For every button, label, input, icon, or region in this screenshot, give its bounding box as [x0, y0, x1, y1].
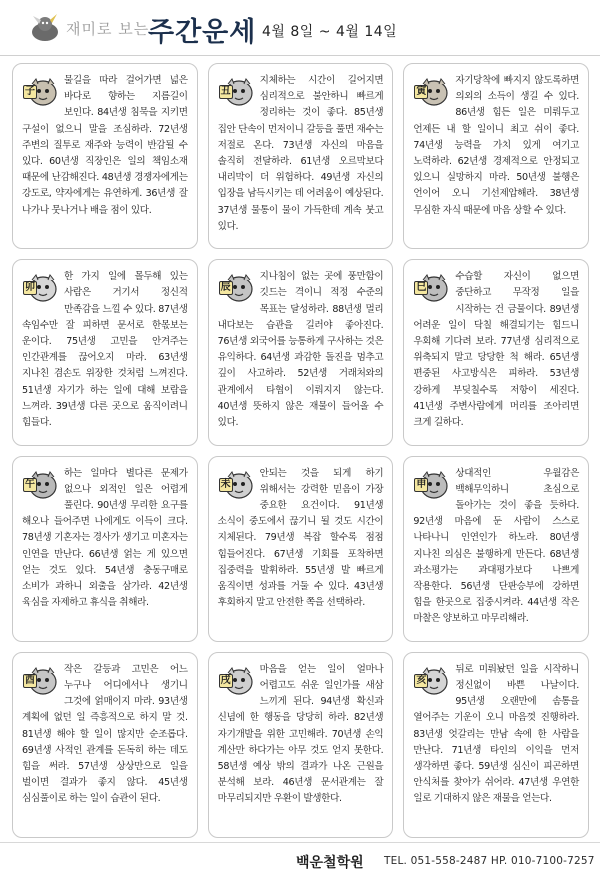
ox-icon — [218, 73, 254, 113]
fortune-text: 지나침이 없는 곳에 풍만함이 깃드는 격이니 적정 수준의 목표는 달성하라. 88년생 멀리 내다보는 습관을 길러야 좋아진다. 76년생 외국어를 능통하게 구사하는 것은 유익하다. 64년생 과감한 돌진을 멈추고 깊이 사고하라. 52년생 거래처와의 관계에서 타협이 이뤄지지 않는다. 40년생 뜻하지 않은 재물이 들어올 수 있다. — [217, 271, 384, 429]
fortune-text: 물길을 따라 걸어가면 넓은 바다로 향하는 지름길이 보인다. 84년생 침묵을 지키면 구설이 없으니 말을 조심하라. 72년생 주변의 질투로 재주와 능력이 반감될 수 있다. 60년생 직장인은 일의 책임소재 때문에 난감해진다. 48년생 경쟁자에게는 강도로, 약자에게는 유연하게. 36년생 잘 나가나 뭇나거나 배을 점이 있다. — [22, 75, 188, 216]
publisher-name: 백운철학원 — [296, 855, 364, 871]
zodiac-sign-label: 子 — [25, 86, 35, 97]
monkey-icon — [413, 466, 449, 506]
fortune-card — [12, 63, 198, 249]
fortune-card-body — [22, 662, 188, 828]
fortune-card — [208, 259, 394, 445]
publisher-contact: TEL. 051-558-2487 HP. 010-7100-7257 — [384, 855, 595, 867]
fortune-card-body — [218, 466, 384, 632]
fortune-card-body — [22, 73, 188, 239]
fortune-card-body — [413, 662, 579, 828]
rabbit-icon — [22, 269, 58, 309]
fortune-card-body — [218, 73, 384, 239]
fortune-text: 수습할 자신이 없으면 중단하고 무작정 일을 시작하는 건 금물이다. 89년생 어려운 일이 닥칠 해결되기는 힘드니 우회해 기다려 보라. 77년생 심리적으로 위축되지 말고 당당한 척 해라. 65년생 편중된 사고방식은 피하라. 53년생 강하게 부딪칠수록 저항이 세진다. 41년생 주변사람에게 머리를 조아리면 크게 길하다. — [413, 271, 579, 429]
tiger-icon — [413, 73, 449, 113]
fortune-card — [403, 456, 589, 642]
fortune-card — [403, 63, 589, 249]
sheep-icon — [218, 466, 254, 506]
page-header — [0, 0, 600, 56]
fortune-card — [208, 63, 394, 249]
dragon-icon — [218, 269, 254, 309]
page-footer — [0, 842, 600, 878]
fortune-card-body — [413, 269, 579, 435]
fortune-text: 지체하는 시간이 길어지면 심리적으로 불안하니 빠르게 정리하는 것이 좋다. 85년생 집안 단속이 먼저이니 갈등을 풀면 재수는 저절로 온다. 73년생 자신의 마음을 솔직히 전달하라. 61년생 오르막보다 내리막이 더 위험하다. 49년생 자신의 입장을 남득시키는 데 어려움이 예상된다. 37년생 물통이 물이 가득한데 계속 붓고 있다. — [217, 75, 384, 232]
zodiac-sign-label: 戌 — [220, 674, 231, 686]
fortune-card-body — [413, 73, 579, 239]
fortune-teller-logo-icon — [28, 10, 62, 44]
fortune-card — [208, 652, 394, 838]
zodiac-sign-label: 寅 — [416, 86, 427, 97]
dog-icon — [218, 662, 254, 702]
rooster-icon — [22, 662, 58, 702]
zodiac-sign-label: 申 — [416, 478, 427, 490]
fortune-card-body — [22, 466, 188, 632]
fortune-text: 뒤로 미뤄놨던 일을 시작하니 정신없이 바쁜 나날이다. 95년생 오랜만에 솜통을 열어주는 기운이 오니 마음껏 진행하라. 83년생 엇갈리는 만남 속에 한 사람을 만난다. 71년생 타인의 이익을 먼저 생각하면 좋다. 59년생 심신이 피곤하면 안식처를 찾아가 쉬어라. 47년생 우연한 일로 기대하지 않은 재물을 얻는다. — [413, 663, 579, 805]
fortune-card-body — [22, 269, 188, 435]
fortune-card — [208, 456, 394, 642]
zodiac-sign-label: 未 — [220, 478, 231, 490]
fortune-card-body — [218, 269, 384, 435]
fortune-card-body — [218, 662, 384, 828]
fortune-card-body — [413, 466, 579, 632]
fortune-text: 자기당착에 빠지지 않도록하면 의외의 소득이 생길 수 있다. 86년생 힘든 일은 미뤄두고 언제든 내 할 일이니 최고 쉬이 좋다. 74년생 능력을 가치 있게 여기고 노력하라. 62년생 경제적으로 안정되고 있으니 실망하지 마라. 50년생 불행은 언이어 오니 기선제압해라. 38년생 무심한 자식 때문에 마음 상할 수 있다. — [413, 75, 579, 216]
fortune-text: 하는 일마다 별다른 문제가 없으나 외적인 일은 어렵게 풀린다. 90년생 무리한 요구를 해오나 들어주면 나에게도 이득이 크다. 78년생 기혼자는 경사가 생기고 미혼자는 인연을 만난다. 66년생 얽는 게 있으면 얻는 것도 있다. 54년생 충동구매로 소비가 과하니 외출을 삼가라. 42년생 육심을 자제하고 휴식을 취해라. — [22, 467, 188, 609]
fortune-text: 상대적인 우월감은 백해무익하니 초심으로 돌아가는 것이 좋을 듯하다. 92년생 마음에 둔 사람이 스스로 나타나니 인연인가 하노라. 80년생 지나친 의심은 불행하게 만든다. 68년생 과소평가는 과대평가보다 나쁘게 작용한다. 56년생 단판승부에 강하면 힘을 한곳으로 집중시켜라. 44년생 작은 마찰은 양보하고 마무리해라. — [413, 467, 579, 625]
header-kicker: 재미로 보는 — [66, 20, 150, 38]
fortune-grid — [12, 63, 589, 838]
fortune-text: 마음을 얻는 일이 얼마나 어렵고도 쉬운 일인가를 새삼 느끼게 된다. 94년생 확신과 신념에 한 행동을 당당히 하라. 82년생 자기개발을 위한 고민해라. 70년생 손익 계산만 하다가는 아무 것도 얻지 못한다. 58년생 예상 밖의 결과가 나온 근원을 분석해 보라. 46년생 문서관계는 잘 마무리되지만 우환이 발생한다. — [217, 663, 384, 805]
zodiac-sign-label: 卯 — [25, 282, 35, 294]
fortune-card — [12, 456, 198, 642]
fortune-text: 작은 갈등과 고민은 어느 누구나 어디에서나 생기니 그것에 얽매이지 마라. 93년생 계획에 없던 일 즉흥적으로 하지 말 것. 81년생 해야 할 일이 많지만 순조롭다. 69년생 사적인 관계를 돈독히 하는 데도 힘을 써라. 57년생 상상만으로 일을 벌이면 결과가 좋지 않다. 45년생 심심풀이로 하는 일이 습관이 된다. — [22, 663, 188, 805]
fortune-text: 한 가지 일에 몰두해 있는 사람은 거기서 정신적 만족감을 느낄 수 있다. 87년생 속임수만 잘 피하면 문서로 한몫보는 운이다. 75년생 고민을 안겨주는 인간관계를 끊어오지 마라. 63년생 지나친 겸손도 위장한 것처럼 느껴진다. 51년생 자기가 하는 일에 대해 보람을 느껴라. 39년생 다른 곳으로 움직이려니 힘들다. — [22, 271, 188, 429]
rat-icon — [22, 73, 58, 113]
horse-icon — [22, 466, 58, 506]
zodiac-sign-label: 辰 — [220, 282, 231, 294]
page-title: 주간운세 — [148, 17, 257, 48]
fortune-text: 안되는 것을 되게 하기 위해서는 강력한 믿음이 가장 중요한 요건이다. 91년생 소식이 중도에서 끊기니 될 것도 시간이 지체된다. 79년생 복잡 할수록 점점 힘들어진다. 67년생 기회를 포착하면 집중력을 발휘하라. 55년생 발 빠르게 움직이면 성과를 거둘 수 있다. 43년생 후회하지 말고 안전한 쪽을 선택하라. — [217, 467, 384, 609]
pig-icon — [413, 662, 449, 702]
zodiac-sign-label: 亥 — [416, 674, 427, 686]
fortune-card — [12, 652, 198, 838]
date-range: 4월 8일 ~ 4월 14일 — [262, 24, 398, 40]
zodiac-sign-label: 巳 — [416, 282, 427, 294]
snake-icon — [413, 269, 449, 309]
zodiac-sign-label: 丑 — [220, 86, 231, 97]
fortune-card — [12, 259, 198, 445]
zodiac-sign-label: 酉 — [25, 674, 35, 686]
fortune-card — [403, 652, 589, 838]
zodiac-sign-label: 午 — [25, 478, 35, 490]
fortune-card — [403, 259, 589, 445]
